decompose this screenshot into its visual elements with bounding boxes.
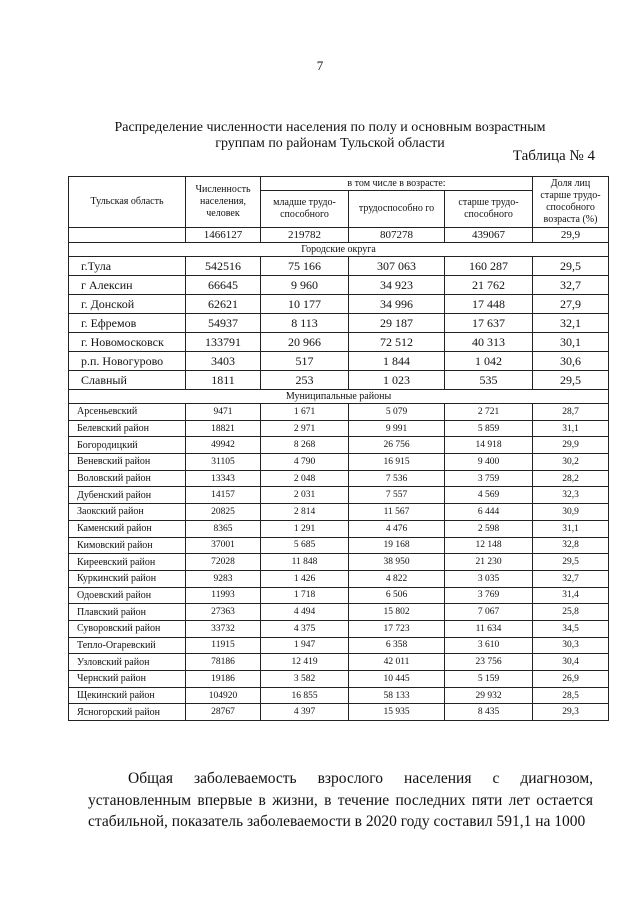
cell-younger: 9 960 — [261, 276, 349, 295]
cell-older: 29 932 — [445, 687, 533, 704]
cell-name: Щекинский район — [69, 687, 186, 704]
cell-share: 32,3 — [533, 487, 609, 504]
cell-working: 38 950 — [349, 554, 445, 571]
cell-share: 32,7 — [533, 276, 609, 295]
cell-older: 535 — [445, 371, 533, 390]
cell-share: 29,5 — [533, 554, 609, 571]
cell-older: 5 159 — [445, 671, 533, 688]
cell-younger: 253 — [261, 371, 349, 390]
section-city-label: Городские округа — [69, 243, 609, 257]
cell-share: 29,5 — [533, 371, 609, 390]
cell-working: 17 723 — [349, 620, 445, 637]
table-row — [69, 671, 609, 688]
cell-name: Воловский район — [69, 470, 186, 487]
cell-share: 30,4 — [533, 654, 609, 671]
table-title: Распределение численности населения по полу и основным возрастным группам по районам Тульской области — [114, 120, 546, 151]
cell-older: 4 569 — [445, 487, 533, 504]
cell-name: Одоевский район — [69, 587, 186, 604]
paragraph-text: Общая заболеваемость взрослого населения с диагнозом, установленным впервые в жизни, в течение последних пяти лет остается стабильной, показатель заболеваемости в 2020 году составил 591,1 на 1000 — [88, 770, 593, 830]
cell-population: 31105 — [186, 454, 261, 471]
cell-older: 7 067 — [445, 604, 533, 621]
cell-name: Арсеньевский — [69, 404, 186, 421]
cell-population: 72028 — [186, 554, 261, 571]
cell-share: 30,6 — [533, 352, 609, 371]
cell-share: 32,7 — [533, 570, 609, 587]
table-row — [69, 404, 609, 421]
table-row — [69, 276, 609, 295]
cell-older: 160 287 — [445, 257, 533, 276]
cell-older: 3 759 — [445, 470, 533, 487]
cell-younger: 5 685 — [261, 537, 349, 554]
cell-population: 62621 — [186, 295, 261, 314]
cell-working: 6 506 — [349, 587, 445, 604]
table-row — [69, 454, 609, 471]
cell-name: Кимовский район — [69, 537, 186, 554]
cell-share: 28,7 — [533, 404, 609, 421]
cell-name: р.п. Новогурово — [69, 352, 186, 371]
section-municipal-row — [69, 390, 609, 404]
header-population: Численность населения, человек — [186, 177, 261, 228]
cell-working: 15 802 — [349, 604, 445, 621]
cell-younger: 4 375 — [261, 620, 349, 637]
table-row — [69, 333, 609, 352]
cell-younger: 4 790 — [261, 454, 349, 471]
cell-share: 27,9 — [533, 295, 609, 314]
table-row — [69, 637, 609, 654]
cell-working: 34 996 — [349, 295, 445, 314]
cell-working: 1 023 — [349, 371, 445, 390]
cell-population: 19186 — [186, 671, 261, 688]
cell-working: 9 991 — [349, 420, 445, 437]
cell-share: 26,9 — [533, 671, 609, 688]
table-row — [69, 537, 609, 554]
cell-younger: 4 494 — [261, 604, 349, 621]
header-region: Тульская область — [69, 177, 186, 228]
cell-population: 133791 — [186, 333, 261, 352]
cell-name: Славный — [69, 371, 186, 390]
cell-younger: 10 177 — [261, 295, 349, 314]
cell-name: Узловский район — [69, 654, 186, 671]
section-city-row — [69, 243, 609, 257]
cell-older: 12 148 — [445, 537, 533, 554]
total-older: 439067 — [445, 228, 533, 243]
cell-population: 78186 — [186, 654, 261, 671]
cell-older: 8 435 — [445, 704, 533, 721]
cell-name: Дубенский район — [69, 487, 186, 504]
cell-population: 66645 — [186, 276, 261, 295]
cell-name: Чернский район — [69, 671, 186, 688]
cell-name: Суворовский район — [69, 620, 186, 637]
cell-younger: 2 048 — [261, 470, 349, 487]
cell-population: 542516 — [186, 257, 261, 276]
total-region — [69, 228, 186, 243]
cell-name: Каменский район — [69, 520, 186, 537]
cell-older: 3 769 — [445, 587, 533, 604]
cell-population: 11915 — [186, 637, 261, 654]
cell-share: 29,9 — [533, 437, 609, 454]
table-row — [69, 604, 609, 621]
cell-younger: 1 671 — [261, 404, 349, 421]
cell-share: 30,1 — [533, 333, 609, 352]
cell-younger: 1 291 — [261, 520, 349, 537]
table-row — [69, 314, 609, 333]
population-table — [68, 176, 609, 721]
table-row — [69, 554, 609, 571]
cell-younger: 16 855 — [261, 687, 349, 704]
cell-population: 20825 — [186, 504, 261, 521]
cell-population: 54937 — [186, 314, 261, 333]
cell-older: 21 230 — [445, 554, 533, 571]
cell-older: 21 762 — [445, 276, 533, 295]
cell-working: 58 133 — [349, 687, 445, 704]
cell-older: 23 756 — [445, 654, 533, 671]
cell-share: 32,1 — [533, 314, 609, 333]
cell-working: 1 844 — [349, 352, 445, 371]
table-row — [69, 295, 609, 314]
cell-population: 104920 — [186, 687, 261, 704]
cell-population: 33732 — [186, 620, 261, 637]
table-label: Таблица № 4 — [512, 148, 595, 164]
cell-younger: 3 582 — [261, 671, 349, 688]
cell-name: г.Тула — [69, 257, 186, 276]
cell-population: 9283 — [186, 570, 261, 587]
cell-name: г. Донской — [69, 295, 186, 314]
cell-working: 16 915 — [349, 454, 445, 471]
cell-population: 1811 — [186, 371, 261, 390]
section-municipal-label: Муниципальные районы — [69, 390, 609, 404]
table-row — [69, 620, 609, 637]
cell-working: 6 358 — [349, 637, 445, 654]
header-older: старше трудо-способного — [445, 191, 533, 228]
cell-share: 29,3 — [533, 704, 609, 721]
cell-name: Белевский район — [69, 420, 186, 437]
cell-older: 40 313 — [445, 333, 533, 352]
cell-older: 11 634 — [445, 620, 533, 637]
cell-share: 32,8 — [533, 537, 609, 554]
cell-working: 19 168 — [349, 537, 445, 554]
cell-name: Киреевский район — [69, 554, 186, 571]
cell-younger: 4 397 — [261, 704, 349, 721]
table-row — [69, 504, 609, 521]
cell-older: 9 400 — [445, 454, 533, 471]
cell-younger: 2 031 — [261, 487, 349, 504]
cell-younger: 8 113 — [261, 314, 349, 333]
cell-working: 42 011 — [349, 654, 445, 671]
header-younger: младше трудо-способного — [261, 191, 349, 228]
cell-working: 34 923 — [349, 276, 445, 295]
table-row — [69, 704, 609, 721]
cell-working: 11 567 — [349, 504, 445, 521]
cell-working: 4 476 — [349, 520, 445, 537]
cell-share: 29,5 — [533, 257, 609, 276]
cell-younger: 20 966 — [261, 333, 349, 352]
page-number: 7 — [316, 58, 324, 73]
table-row — [69, 487, 609, 504]
table-row — [69, 352, 609, 371]
table-row — [69, 570, 609, 587]
table-row — [69, 371, 609, 390]
cell-population: 3403 — [186, 352, 261, 371]
header-age-group: в том числе в возрасте: — [261, 177, 533, 191]
cell-population: 37001 — [186, 537, 261, 554]
table-row — [69, 687, 609, 704]
cell-name: Плавский район — [69, 604, 186, 621]
cell-share: 31,1 — [533, 520, 609, 537]
cell-working: 7 557 — [349, 487, 445, 504]
cell-share: 31,1 — [533, 420, 609, 437]
header-share: Доля лиц старше трудо-способного возраста (%) — [533, 177, 609, 228]
total-share: 29,9 — [533, 228, 609, 243]
cell-younger: 2 814 — [261, 504, 349, 521]
table-row — [69, 437, 609, 454]
cell-working: 5 079 — [349, 404, 445, 421]
cell-older: 17 448 — [445, 295, 533, 314]
cell-name: г. Новомосковск — [69, 333, 186, 352]
cell-name: Тепло-Огаревский — [69, 637, 186, 654]
cell-older: 3 610 — [445, 637, 533, 654]
total-working: 807278 — [349, 228, 445, 243]
cell-share: 30,3 — [533, 637, 609, 654]
cell-older: 3 035 — [445, 570, 533, 587]
cell-name: Заокский район — [69, 504, 186, 521]
cell-working: 29 187 — [349, 314, 445, 333]
cell-population: 14157 — [186, 487, 261, 504]
total-younger: 219782 — [261, 228, 349, 243]
cell-older: 1 042 — [445, 352, 533, 371]
cell-population: 49942 — [186, 437, 261, 454]
table-row — [69, 654, 609, 671]
cell-working: 10 445 — [349, 671, 445, 688]
cell-working: 15 935 — [349, 704, 445, 721]
cell-population: 8365 — [186, 520, 261, 537]
cell-name: Куркинский район — [69, 570, 186, 587]
cell-share: 31,4 — [533, 587, 609, 604]
cell-share: 30,9 — [533, 504, 609, 521]
cell-population: 11993 — [186, 587, 261, 604]
cell-younger: 11 848 — [261, 554, 349, 571]
cell-share: 28,5 — [533, 687, 609, 704]
table-row — [69, 587, 609, 604]
cell-younger: 8 268 — [261, 437, 349, 454]
cell-younger: 2 971 — [261, 420, 349, 437]
cell-working: 4 822 — [349, 570, 445, 587]
cell-population: 13343 — [186, 470, 261, 487]
table-row — [69, 257, 609, 276]
cell-older: 5 859 — [445, 420, 533, 437]
cell-share: 30,2 — [533, 454, 609, 471]
cell-older: 6 444 — [445, 504, 533, 521]
cell-working: 72 512 — [349, 333, 445, 352]
cell-older: 2 721 — [445, 404, 533, 421]
header-working: трудоспособно го — [349, 191, 445, 228]
cell-share: 34,5 — [533, 620, 609, 637]
cell-population: 18821 — [186, 420, 261, 437]
body-paragraph — [88, 768, 593, 833]
cell-share: 25,8 — [533, 604, 609, 621]
cell-population: 27363 — [186, 604, 261, 621]
cell-older: 14 918 — [445, 437, 533, 454]
cell-working: 26 756 — [349, 437, 445, 454]
table-row — [69, 520, 609, 537]
cell-working: 7 536 — [349, 470, 445, 487]
cell-younger: 12 419 — [261, 654, 349, 671]
cell-younger: 1 426 — [261, 570, 349, 587]
cell-working: 307 063 — [349, 257, 445, 276]
cell-older: 17 637 — [445, 314, 533, 333]
cell-younger: 517 — [261, 352, 349, 371]
table-row — [69, 420, 609, 437]
table-row — [69, 470, 609, 487]
cell-population: 9471 — [186, 404, 261, 421]
cell-population: 28767 — [186, 704, 261, 721]
cell-younger: 75 166 — [261, 257, 349, 276]
cell-name: Веневский район — [69, 454, 186, 471]
cell-younger: 1 718 — [261, 587, 349, 604]
cell-younger: 1 947 — [261, 637, 349, 654]
cell-name: Ясногорский район — [69, 704, 186, 721]
total-row — [69, 228, 609, 243]
total-population: 1466127 — [186, 228, 261, 243]
cell-older: 2 598 — [445, 520, 533, 537]
cell-share: 28,2 — [533, 470, 609, 487]
cell-name: г Алексин — [69, 276, 186, 295]
cell-name: г. Ефремов — [69, 314, 186, 333]
cell-name: Богородицкий — [69, 437, 186, 454]
header-row — [69, 177, 609, 191]
